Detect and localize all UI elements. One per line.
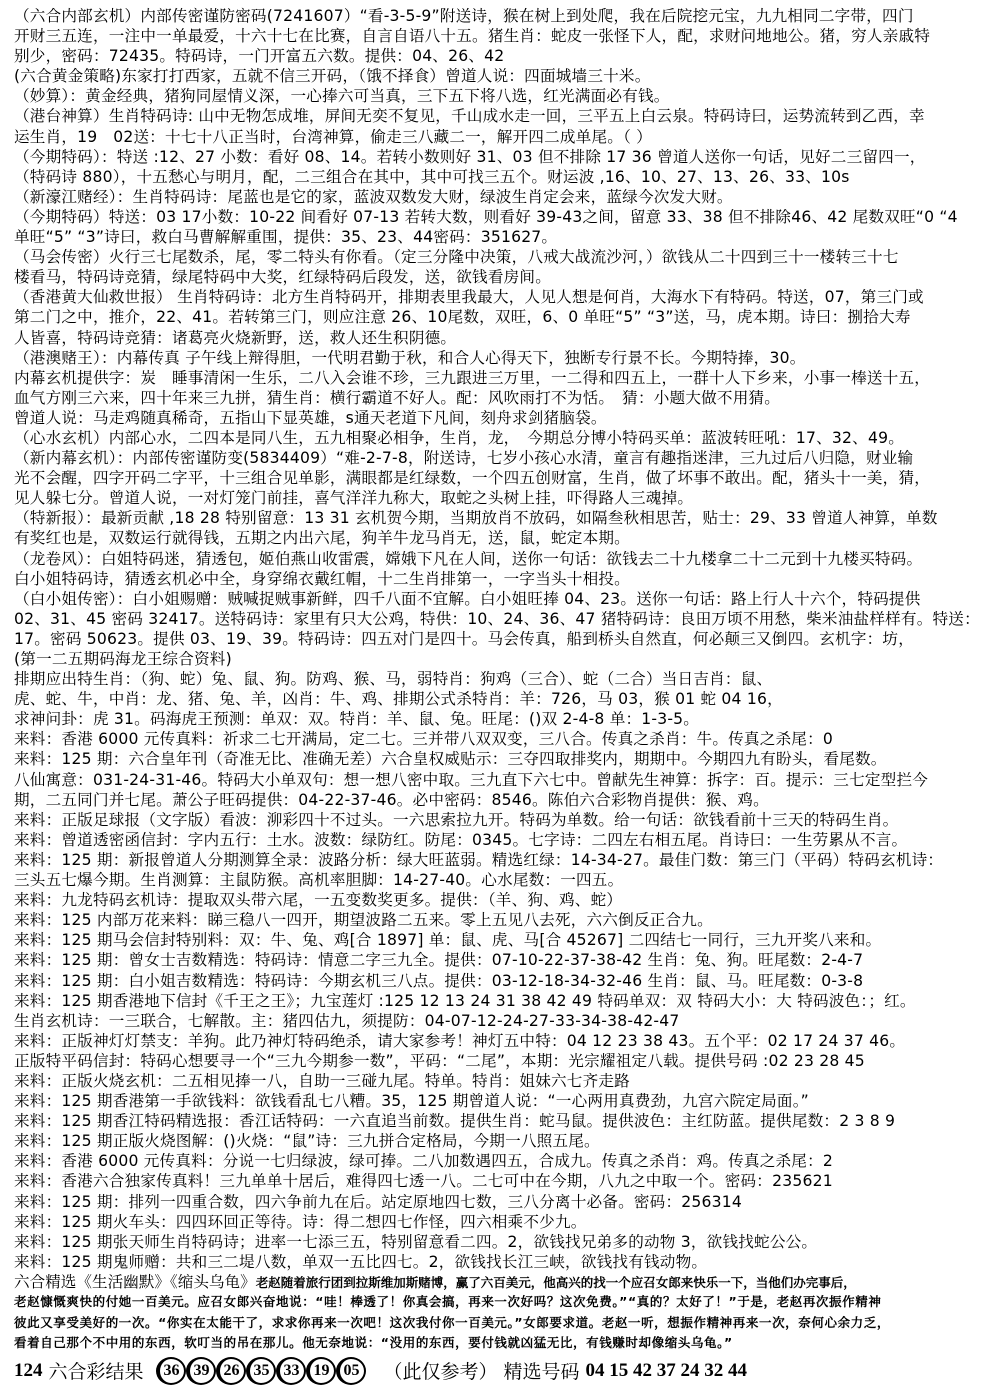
text-line: 来料：125 期正版火烧图解：()火烧：“鼠”诗：三九拼合定格局，今期一八照五尾。	[14, 1132, 600, 1151]
text-line: （特码诗 880），十五愁心与明月，配，二三组合在其中，其中可找三五个。财运波 ,16、10、27、13、26、33、10s	[14, 167, 850, 186]
text-line: 楼看马，特码诗竞猜，绿尾特码中大奖，红绿特码后段发，送，欲钱看房间。	[14, 268, 551, 287]
text-line: （港澳赌王）：内幕传真 子午线上辩得胆，一代明君勤于秋，和合人心得天下，独断专行景不长。今期特捧，30。	[14, 348, 806, 367]
text-line: （马会传密）火行三七尾数杀，尾，零二特头有你看。（定三分隆中决策，八戒大战流沙河，）欲钱从二十四到三十一楼转三十七	[14, 248, 899, 267]
text-line: 来料：125 期张天师生肖特码诗；进率一七添三五，特别留意看二四。2，欲钱找兄弟多的动物 3，欲钱找蛇公公。	[14, 1232, 818, 1251]
text-line: 单旺“5” “3”诗曰，救白马曹解解重围，提供：35、23、44密码：351627。	[14, 228, 558, 247]
text-line: （白小姐传密）：白小姐赐赠：贼喊捉贼事新鲜，四千八面不宜解。白小姐旺捧 04、23。送你一句话：路上行人十六个，特码提供	[14, 589, 921, 608]
text-line: 别少，密码：72435。特码诗，一门开富五六数。提供：04、26、42	[14, 47, 505, 66]
humor-title: 六合精选《生活幽默》《缩头乌龟》	[14, 1272, 256, 1291]
text-line: 来料：125 期鬼师赠：共和三二堤八数，单双一五比四七。2，欲钱找长江三峡，欲钱找有钱动物。	[14, 1252, 708, 1271]
text-line: （新内幕玄机）：内部传密谨防变(5834409）“难-2-7-8，附送诗，七岁小孩心水清，童言有趣指迷津，三九过后八归隐，财业输	[14, 449, 914, 468]
text-line: 来料：125 期：新报曾道人分期测算全录：波路分析：绿大旺蓝弱。精选红绿：14-34-27。最佳门数：第三门（平码）特码玄机诗：	[14, 850, 944, 869]
text-line: 人皆喜，特码诗竞猜：诸葛亮火烧新野，送，救人还生积阴德。	[14, 328, 457, 347]
text-line: 来料：125 期：六合皇年刊（奇准无比、准确无差）六合皇权威贴示：三夺四取排奖内，期期中。今期四九有盼头，看尾数。	[14, 750, 887, 769]
text-line: 来料：125 内部万花来料：睇三稳八一四开，期望波路二五来。零上五见八去死，六六倒反正合九。	[14, 911, 713, 930]
text-line: 来料：125 期香江特码精选报：香江话特码：一六直追当前数。提供生肖：蛇马鼠。提供波色：主红防蓝。提供尾数：2 3 8 9	[14, 1112, 896, 1131]
picks-numbers: 04 15 42 37 24 32 44	[585, 1359, 748, 1381]
text-line: (六合黄金策略)东家打打西家，五就不信三开码，（饿不择食）曾道人说：四面城墙三十米。	[14, 67, 651, 86]
text-line: 17。密码 50623。提供 03、19、39。特码诗：四五对门是四十。马会传真，船到桥头自然直，何必颠三又倒四。玄机字：坊，	[14, 629, 914, 648]
text-line: 有奖红也是，双数运行就得钱，五期之内出六尾，狗羊牛龙马肖无，送，鼠，蛇定本期。	[14, 529, 630, 548]
result-ball: 19	[306, 1357, 336, 1385]
text-line: 光不会醒，四字开码二字平，十三组合见单影，满眼都是红绿数，一个四五创财富，生肖，做了坏事不敢出。配，猪头十一美，猜，	[14, 469, 931, 488]
humor-line: 看着自己那个不中用的东西，软叮当的吊在那儿。他无奈地说：“没用的东西，要付钱就凶猛无比，有钱赚时却像缩头乌龟。”	[14, 1335, 733, 1351]
text-line: （龙卷风）：白姐特码迷，猜透包，姬伯燕山收雷震，嫦娥下凡在人间，送你一句话：欲钱去二十九楼拿二十二元到十九楼买特码。	[14, 549, 923, 568]
text-line: 来料：125 期香港第一手欲钱料：欲钱看乱七八糟。35，125 期曾道人说：“一心两用真费劲，九宫六院定局面。”	[14, 1092, 809, 1111]
text-line: （今期特码）：特送 :12、27 小数：看好 08、14。若转小数则好 31、03 但不排除 17 36 曾道人送你一句话，见好二三留四一，	[14, 147, 926, 166]
result-period: 124	[14, 1359, 43, 1381]
picks-label: 精选号码	[503, 1361, 580, 1384]
text-line: 来料：香港 6000 元传真料：祈求二七开满局，定二七。三并带八双双变，三八合。传真之杀肖：牛。传真之杀尾：0	[14, 730, 834, 749]
result-ball: 35	[246, 1357, 276, 1385]
text-line: 三头五七爆今期。生肖测算：主鼠防猴。高机率胆脚：14-27-40。心水尾数：一四五。	[14, 871, 624, 890]
text-line: 见人躲七分。曾道人说，一对灯笼门前挂，喜气洋洋九称大，取蛇之头树上挂，吓得路人三魂掉。	[14, 489, 694, 508]
text-body	[14, 6, 980, 1272]
text-line: 内幕玄机提供字：炭 睡事清闲一生乐，二八入会谁不珍，三九跟进三万里，一二得和四五上，一群十人下乡来，小事一棒送十五，	[14, 368, 931, 387]
text-line: 排期应出特生肖：（狗、蛇）兔、鼠、狗。防鸡、猴、马，弱特肖：狗鸡（三合）、蛇（二合）当日吉肖：鼠、	[14, 670, 773, 689]
text-line: 第二门之中，推介，22、41。若转第三门，则应注意 26、10尾数，双旺，6、0 单旺“5” “3”送，马，虎本期。诗曰：捌拾大寿	[14, 308, 911, 327]
text-line: 来料：正版足球报（文字版）看波：泖彩四十不过头。一六思索拉九开。特码为单数。给一句话：欲钱看前十三天的特码生肖。	[14, 810, 899, 829]
humor-line: 老赵慷慨爽快的付她一百美元。应召女郎兴奋地说：“哇！棒透了！你真会搞，再来一次好吗？这次免费。”“真的？太好了！”于是，老赵再次振作精神	[14, 1294, 882, 1310]
text-line: （妙算）：黄金经典，猪狗同屋情义深，一心捧六可当真，三下五下将八选，红光满面必有钱。	[14, 87, 670, 106]
humor-section-heading	[14, 1272, 976, 1293]
result-ball: 26	[216, 1357, 246, 1385]
text-line: 来料：125 期：排列一四重合数，四六争前九在后。站定原地四七数，三八分离十必备。密码：256314	[14, 1192, 742, 1211]
text-line: 来料：125 期：曾女士吉数精选：特码诗：情意二字三九全。提供：07-10-22-37-38-42 生肖：兔、狗。旺尾数：2-4-7	[14, 951, 864, 970]
text-line: 运生肖，19 02送：十七十八正当时，台湾神算，偷走三八藏二一，解开四二成单尾。（ ）	[14, 127, 653, 146]
text-line: 来料：香港六合独家传真料！三九单单十居后，难得四七透一八。二七可中在今期，八九之中取一个。密码：235621	[14, 1172, 833, 1191]
text-line: （心水玄机）内部心水，二四本是同八生，五九相聚必相争，生肖，龙， 今期总分博小特码买单：蓝波转旺吼：17、32、49。	[14, 428, 904, 447]
text-line: （今期特码）特送：03 17小数：10-22 间看好 07-13 若转大数，则看好 39-43之间，留意 33、38 但不排除46、42 尾数双旺“0 “4	[14, 207, 958, 226]
result-note: （此仅参考）	[383, 1361, 498, 1384]
text-line: 血气方刚三六来，四十年来三九拼，猜生肖：横行霸道不好人。配：风吹雨打不为恬。 猜：小题大做不用猜。	[14, 388, 781, 407]
text-line: 求神问卦：虎 31。码海虎王预测：单双：双。特肖：羊、鼠、兔。旺尾：()双 2-4-8 单：1-3-5。	[14, 710, 700, 729]
text-line: （新濠江赌经）：生肖特码诗：尾蓝也是它的家，蓝波双数发大财，绿波生肖定会来，蓝绿今次发大财。	[14, 187, 733, 206]
result-ball: 05	[336, 1357, 366, 1385]
text-line: （特新报）：最新贡献 ,18 28 特别留意：13 31 玄机贺今期，当期放肖不放码，如隔叁秋相思苦，贴士：29、33 曾道人神算，单数	[14, 509, 938, 528]
text-line: 八仙寓意：031-24-31-46。特码大小单双句：想一想八密中取。三九直下六七中。曾献先生神算：拆字：百。提示：三七定型拦今	[14, 770, 929, 789]
humor-line: 彼此又享受美好的一次。“你实在太能干了，求求你再来一次吧！这次我付你一百美元。”女郎要求道。老赵一听，想振作精神再来一次，奈何心余力乏，	[14, 1314, 890, 1330]
lottery-result-row	[14, 1357, 976, 1385]
text-line: 来料：正版火烧玄机：二五相见捧一八，自助一三碰九尾。特单。特肖：姐妹六七齐走路	[14, 1071, 630, 1090]
text-line: 来料：香港 6000 元传真料：分说一七归绿波，绿可捧。二八加数遇四五，合成九。传真之杀肖：鸡。传真之杀尾：2	[14, 1152, 834, 1171]
text-line: 来料：125 期马会信封特别料：双：牛、兔、鸡[合 1897] 单：鼠、虎、马[合 45267] 二四结七一同行，三九开奖八来和。	[14, 931, 882, 950]
text-line: 来料：正版神灯灯禁支：羊狗。此乃神灯特码绝杀，请大家参考！神灯五中特：04 12 23 38 43。五个平：02 17 24 37 46。	[14, 1031, 906, 1050]
text-line: 来料：曾道透密函信封：字内五行：土水。波数：绿防红。防尾：0345。七字诗：二四左右相五尾。肖诗曰：一生劳累从不言。	[14, 830, 908, 849]
text-line: 白小姐特码诗，猜透玄机必中全，身穿绵衣戴红帽，十二生肖排第一，一字当头十相投。	[14, 569, 630, 588]
text-line: 虎、蛇、牛，中肖：龙、猪、兔、羊，凶肖：牛、鸡、排期公式杀特肖：羊：726，马 03，猴 01 蛇 04 16，	[14, 690, 783, 709]
text-line: 期，二五同门并七尾。萧公子旺码提供：04-22-37-46。必中密码：8546。陈伯六合彩物肖提供：猴、鸡。	[14, 790, 769, 809]
text-line: （港台神算）生肖特码诗: 山中无物怎成堆，屏间无奕不复见，千山成水走一回，三平五上白云泉。特码诗曰，运势流转到乙西，幸	[14, 107, 925, 126]
text-line: 开财三五连，一注中一单最爱，十六十七在比赛，自言自语八十五。猪生肖：蛇皮一张怪下人，配，求财问地地公。猪，穷人亲戚特	[14, 27, 931, 46]
result-ball: 33	[276, 1357, 306, 1385]
result-label: 六合彩结果	[48, 1361, 144, 1384]
text-line: （香港黄大仙救世报） 生肖特码诗：北方生肖特码开，排期表里我最大，人见人想是何肖，大海水下有特码。特送，07，第三门或	[14, 288, 924, 307]
text-line: (第一二五期码海龙王综合资料)	[14, 650, 232, 668]
text-line: （六合内部玄机）内部传密谨防密码(7241607）“看-3-5-9”附送诗，猴在树上到处爬，我在后院挖元宝，九九相同二字带，四门	[14, 7, 914, 25]
text-line: 来料：125 期火车头：四四环回正等待。诗：得二想四七作怪，四六相乘不少九。	[14, 1212, 587, 1231]
document	[14, 6, 980, 1385]
text-line: 正版特平码信封：特码心想要寻一个“三九今期参一数”，平码：“二尾”，本期：光宗耀祖定八载。提供号码 :02 23 28 45	[14, 1051, 865, 1070]
result-balls	[156, 1357, 364, 1385]
humor-line: 老赵随着旅行团到拉斯维加斯赌博，赢了六百美元，他高兴的找一个应召女郎来快乐一下，当他们办完事后，	[255, 1274, 856, 1290]
text-line: 来料：九龙特码玄机诗：提取双头带六尾，一五变数奖更多。提供：（羊、狗、鸡、蛇）	[14, 891, 623, 910]
text-line: 曾道人说：马走鸡随真稀奇，五指山下显英雄，s通天老道下凡间，刻舟求剑猪脑袋。	[14, 408, 607, 427]
text-line: 来料：125 期：白小姐吉数精选：特码诗：今期玄机三八点。提供：03-12-18-34-32-46 生肖：鼠、马。旺尾数：0-3-8	[14, 971, 864, 990]
text-line: 来料：125 期香港地下信封《千王之王》；九宝莲灯 :125 12 13 24 31 38 42 49 特码单双：双 特码大小：大 特码波色：；红。	[14, 991, 916, 1010]
text-line: 生肖玄机诗：一三联合，七解散。主：猪四估九，须提防：04-07-12-24-27-33-34-38-42-47	[14, 1011, 680, 1030]
text-line: 02、31、45 密码 32417。送特码诗：家里有只大公鸡，特供：10、24、36、47 猪特码诗：良田万顷不用愁，柴米油盐样样有。特送：	[14, 609, 980, 628]
result-ball: 36	[156, 1357, 186, 1385]
result-ball: 39	[186, 1357, 216, 1385]
